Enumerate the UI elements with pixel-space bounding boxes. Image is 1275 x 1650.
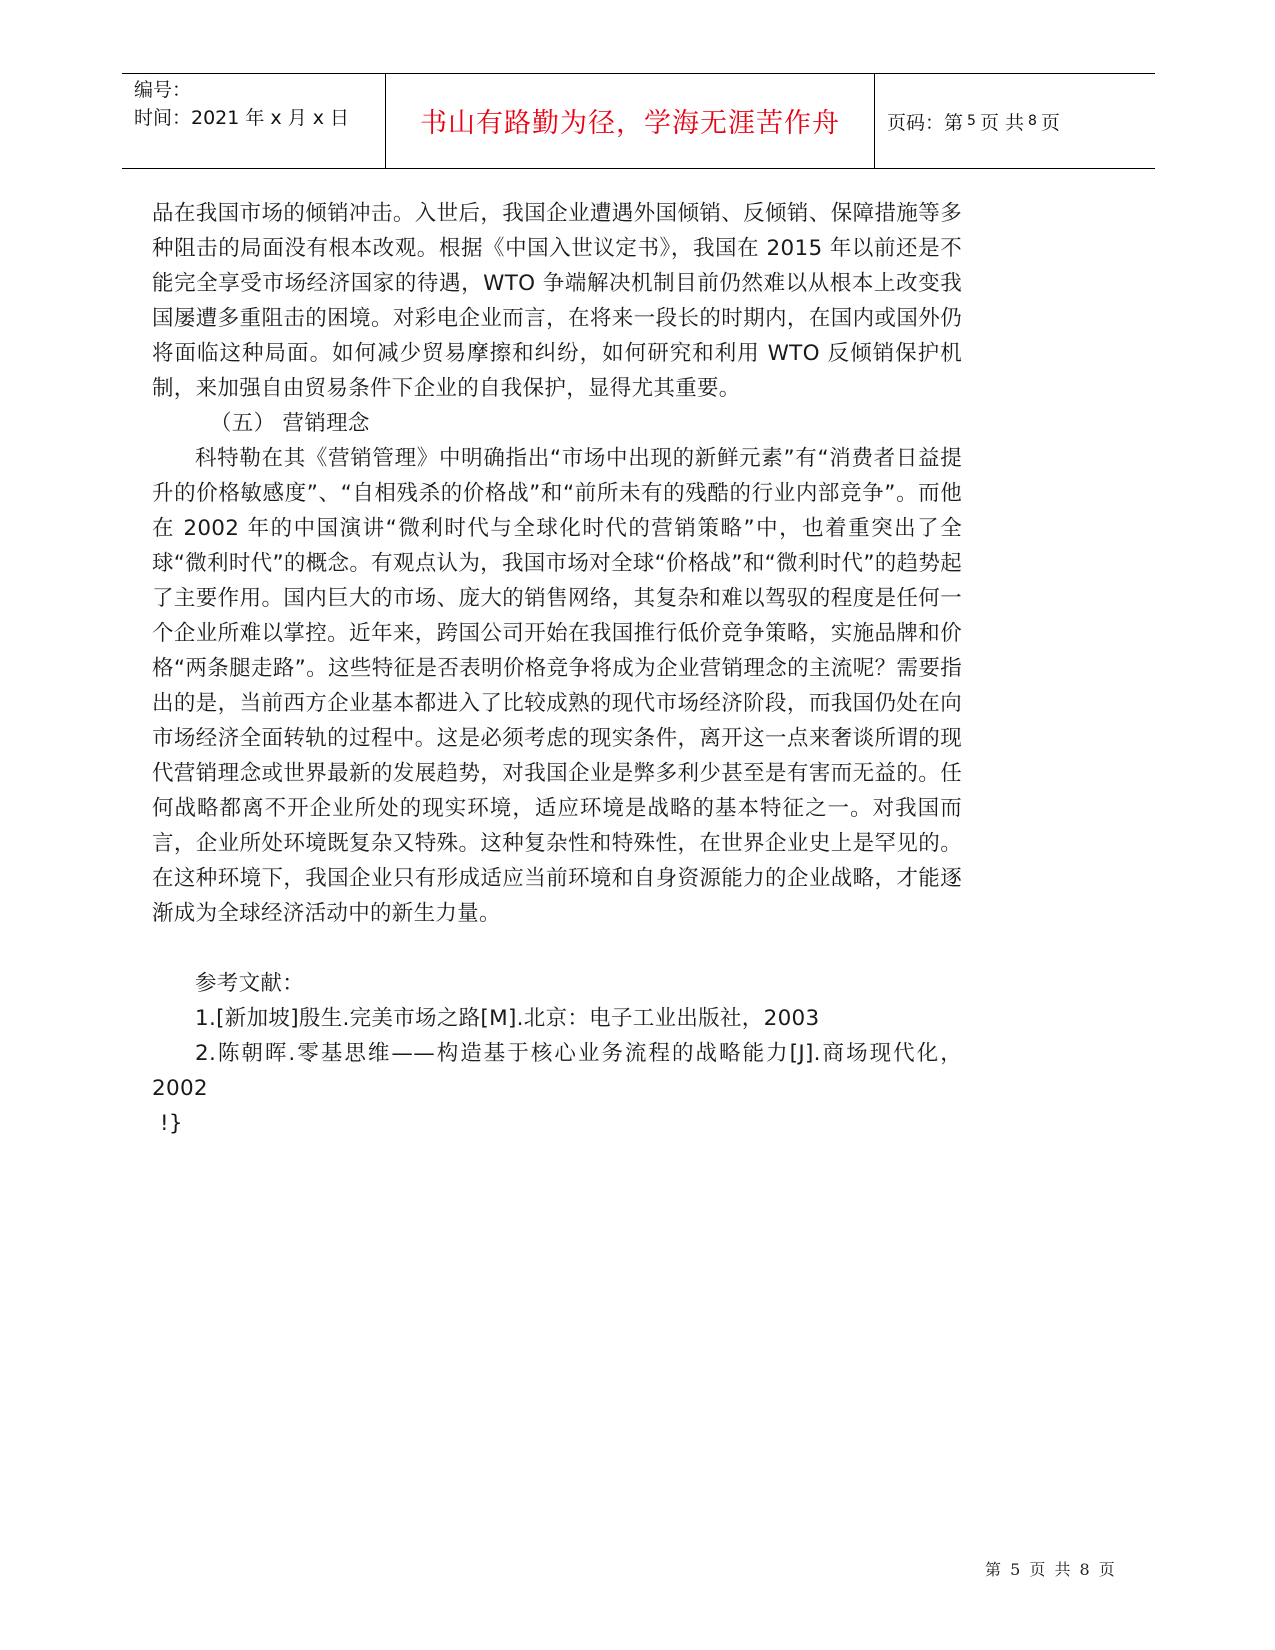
reference-2: 2.陈朝晖.零基思维——构造基于核心业务流程的战略能力[J].商场现代化，2002 [152, 1041, 962, 1101]
paragraph-1: 品在我国市场的倾销冲击。入世后，我国企业遭遇外国倾销、反倾销、保障措施等多种阻击的局面没有根本改观。根据《中国入世议定书》，我国在 2015 年以前还是不能完全享受市场经济国家的待遇，WTO 争端解决机制目前仍然难以从根本上改变我国屡遭多重阻击的困境。对彩电企业而言，在将来一段长的时期内，在国内或国外仍将面临这种局面。如何减少贸易摩擦和纠纷，如何研究和利用 WTO 反倾销保护机制，来加强自由贸易条件下企业的自我保护，显得尤其重要。 [152, 201, 962, 401]
section-title: （五） 营销理念 [210, 411, 370, 436]
page-footer: 第 5 页 共 8 页 [985, 1560, 1117, 1579]
header-meta [122, 74, 385, 168]
doc-time-label: 时间：2021 年 x 月 x 日 [134, 107, 350, 129]
document-body [152, 196, 962, 1141]
header-page-info [875, 74, 1155, 168]
page-header [122, 73, 1155, 169]
page-total: 8 [1027, 113, 1037, 129]
reference-1: 1.[新加坡]殷生.完美市场之路[M].北京：电子工业出版社，2003 [195, 1006, 820, 1031]
paragraph-2: 科特勒在其《营销管理》中明确指出“市场中出现的新鲜元素”有“消费者日益提升的价格敏感度”、“自相残杀的价格战”和“前所未有的残酷的行业内部竞争”。而他在 2002 年的中国演讲“微利时代与全球化时代的营销策略”中，也着重突出了全球“微利时代”的概念。有观点认为，我国市场对全球“价格战”和“微利时代”的趋势起了主要作用。国内巨大的市场、庞大的销售网络，其复杂和难以驾驭的程度是任何一个企业所难以掌控。近年来，跨国公司开始在我国推行低价竞争策略，实施品牌和价格“两条腿走路”。这些特征是否表明价格竞争将成为企业营销理念的主流呢？需要指出的是，当前西方企业基本都进入了比较成熟的现代市场经济阶段，而我国仍处在向市场经济全面转轨的过程中。这是必须考虑的现实条件，离开这一点来奢谈所谓的现代营销理念或世界最新的发展趋势，对我国企业是弊多利少甚至是有害而无益的。任何战略都离不开企业所处的现实环境，适应环境是战略的基本特征之一。对我国而言，企业所处环境既复杂又特殊。这种复杂性和特殊性，在世界企业史上是罕见的。在这种环境下，我国企业只有形成适应当前环境和自身资源能力的企业战略，才能逐渐成为全球经济活动中的新生力量。 [152, 446, 962, 926]
references-title: 参考文献： [195, 971, 305, 996]
doc-number-label: 编号： [134, 79, 192, 101]
page-suffix: 页 [1040, 111, 1060, 134]
stray-marks: !} [160, 1111, 183, 1136]
header-motto: 书山有路勤为径，学海无涯苦作舟 [385, 74, 875, 168]
page-prefix: 页码：第 [887, 111, 964, 134]
page-middle: 页 共 [979, 111, 1024, 134]
page-current: 5 [967, 113, 976, 129]
